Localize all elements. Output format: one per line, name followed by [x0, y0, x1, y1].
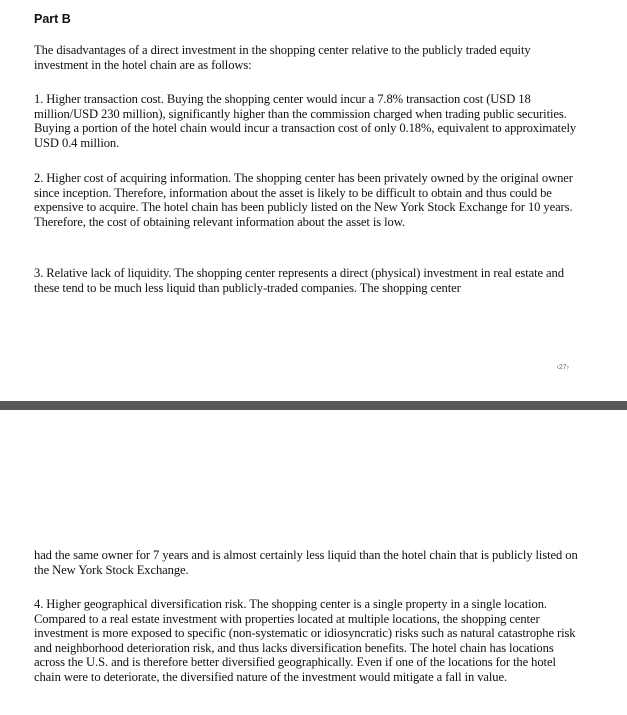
point-3-paragraph-end: had the same owner for 7 years and is almost certainly less liquid than the hotel chain that is publicly listed on the New York Stock Exchange. [34, 548, 578, 577]
point-1-paragraph: 1. Higher transaction cost. Buying the shopping center would incur a 7.8% transaction cost (USD 18 million/USD 230 million), significantly higher than the commission charged when trading public securities. Buying a portion of the hotel chain would incur a transaction cost of only 0.18%, equivalent to approximately USD 0.4 million. [34, 92, 577, 150]
point-3-paragraph-start: 3. Relative lack of liquidity. The shopping center represents a direct (physical) investment in real estate and these tend to be much less liquid than publicly-traded companies. The shopping center [34, 266, 564, 295]
document-page-bottom [0, 410, 627, 715]
page-separator [0, 401, 627, 410]
page-number: ‹27› [556, 364, 569, 371]
intro-paragraph: The disadvantages of a direct investment in the shopping center relative to the publicly traded equity investment in the hotel chain are as follows: [34, 43, 531, 72]
point-2-paragraph: 2. Higher cost of acquiring information. The shopping center has been privately owned by the original owner since inception. Therefore, information about the asset is likely to be difficult to obtain and thus could be expensive to acquire. The hotel chain has been publicly listed on the New York Stock Exchange for 10 years. Therefore, the cost of obtaining relevant information about the asset is low. [34, 171, 573, 229]
section-heading: Part B [34, 12, 71, 26]
point-4-paragraph: 4. Higher geographical diversification risk. The shopping center is a single property in a single location. Compared to a real estate investment with properties located at multiple locations, the shopping center investment is more exposed to specific (non-systematic or idiosyncratic) risks such as natural catastrophe risk and neighborhood deterioration risk, and thus lacks diversification benefits. The hotel chain has locations across the U.S. and is therefore better diversified geographically. Even if one of the locations for the hotel chain were to deteriorate, the diversified nature of the investment would mitigate a fall in value. [34, 597, 576, 684]
